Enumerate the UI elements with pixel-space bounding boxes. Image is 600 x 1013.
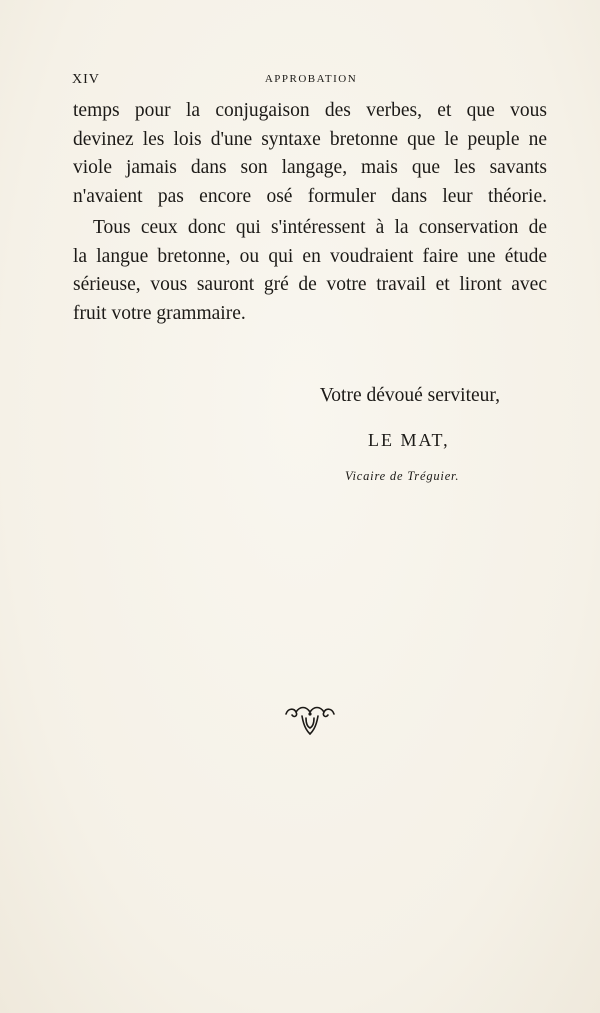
- fleuron-ornament-icon: [280, 700, 340, 740]
- running-head: [72, 72, 550, 92]
- paragraph-2-line: sérieuse, vous sauront gré de votre travail et liront avec: [73, 274, 547, 295]
- paragraph-2: [73, 214, 547, 328]
- running-title: APPROBATION: [264, 73, 358, 85]
- paragraph-2-line: fruit votre grammaire.: [73, 302, 246, 324]
- paragraph-1-line: devinez les lois d'une syntaxe bretonne que le peuple ne: [73, 128, 547, 150]
- paragraph-1: [73, 97, 547, 211]
- closing: [0, 385, 600, 495]
- valediction: Votre dévoué serviteur,: [319, 385, 500, 406]
- paragraph-1-line: viole jamais dans son langage, mais que les savants: [73, 157, 547, 178]
- paragraph-2-line: Tous ceux donc qui s'intéressent à la conservation de: [93, 217, 547, 238]
- signature: LE MAT,: [368, 430, 450, 450]
- paragraph-1-line: n'avaient pas encore osé formuler dans leur théorie.: [73, 185, 547, 207]
- signature-title: Vicaire de Tréguier.: [345, 469, 460, 483]
- paragraph-2-line: la langue bretonne, ou qui en voudraient faire une étude: [73, 245, 547, 267]
- paragraph-1-line: temps pour la conjugaison des verbes, et que vous: [73, 100, 547, 121]
- page-number: XIV: [72, 72, 100, 87]
